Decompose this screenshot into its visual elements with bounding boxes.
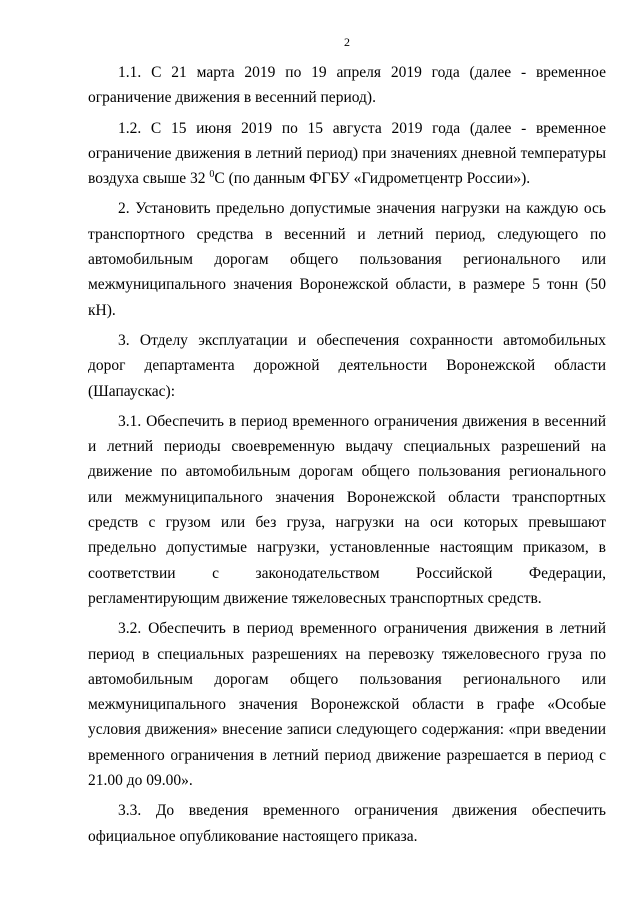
paragraph-1-2 [88,116,606,192]
paragraph-3: 3. Отделу эксплуатации и обеспечения сохранности автомобильных дорог департамента дорожной деятельности Воронежской области (Шапаускас): [88,331,606,400]
degree-superscript: 0 [209,169,215,181]
paragraph-3-1: 3.1. Обеспечить в период временного ограничения движения в весенний и летний периоды своевременную выдачу специальных разрешений на движение по автомобильным дорогам общего пользования регионального или межмуниципального значения Воронежской области транспортных средств с грузом или без груза, нагрузки на оси которых превышают предельно допустимые нагрузки, установленные настоящим приказом, в соответствии с законодательством Российской Федерации, регламентирующим движение тяжеловесных транспортных средств. [88,412,606,607]
paragraph-1-2-text: 1.2. С 15 июня 2019 по 15 августа 2019 года (далее - временное ограничение движения в летний период) при значениях дневной температуры воздуха свыше 32 [88,119,606,188]
paragraph-3-2: 3.2. Обеспечить в период временного ограничения движения в летний период в специальных разрешениях на перевозку тяжеловесного груза по автомобильным дорогам общего пользования регионального или межмуниципального значения Воронежской области в графе «Особые условия движения» внесение записи следующего содержания: «при введении временного ограничения в летний период движение разрешается в период с 21.00 до 09.00». [88,620,606,790]
paragraph-1-1: 1.1. С 21 марта 2019 по 19 апреля 2019 года (далее - временное ограничение движения в весенний период). [88,64,606,107]
paragraph-2: 2. Установить предельно допустимые значения нагрузки на каждую ось транспортного средства в весенний и летний период, следующего по автомобильным дорогам общего пользования регионального или межмуниципального значения Воронежской области, в размере 5 тонн (50 кН). [88,200,606,319]
paragraph-1-2-text-end: С (по данным ФГБУ «Гидрометцентр России»). [214,170,531,188]
document-body [88,60,606,854]
page-number: 2 [344,35,350,49]
paragraph-3-3: 3.3. До введения временного ограничения движения обеспечить официальное опубликование настоящего приказа. [88,802,606,845]
